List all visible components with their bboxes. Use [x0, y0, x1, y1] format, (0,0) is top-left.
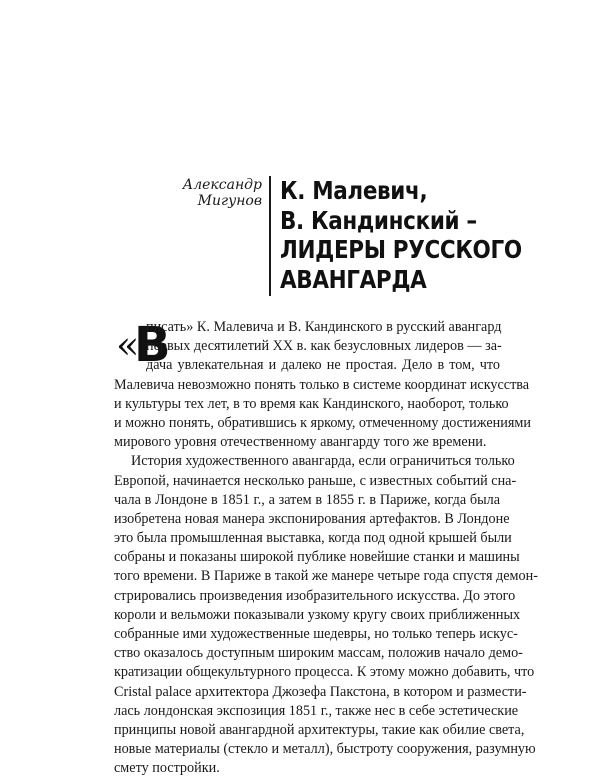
paragraph-2 — [114, 452, 538, 778]
text-line: лась лондонская экспозиция 1851 г., также нес в себе эстетические — [114, 702, 519, 719]
drop-cap-letter: В — [134, 317, 171, 373]
title-divider — [269, 176, 271, 296]
text-line: это была промышленная выставка, когда под одной крышей были — [114, 530, 512, 547]
author-first-name: Александр — [182, 177, 262, 193]
text-line: собранные ими художественные шедевры, но только теперь искус- — [114, 626, 518, 642]
text-line: изобретена новая манера экспонирования артефактов. В Лондоне — [114, 510, 510, 527]
drop-cap-quote: « — [116, 323, 140, 367]
article-body — [114, 318, 538, 779]
text-line: чала в Лондоне в 1851 г., а затем в 1855 г. в Париже, когда была — [114, 491, 500, 508]
paragraph-1 — [114, 318, 531, 452]
text-line: первых десятилетий XX в. как безусловных лидеров — за- — [146, 338, 502, 355]
author-name — [183, 177, 262, 209]
text-line: Европой, начинается несколько раньше, с известных событий сна- — [114, 472, 517, 489]
text-line: новые материалы (стекло и металл), быстроту сооружения, разумную — [114, 741, 536, 758]
text-line: короли и вельможи показывали узкому кругу своих приближенных — [114, 606, 521, 623]
text-line: Малевича невозможно понять только в системе координат искусства — [114, 376, 530, 393]
author-last-name: Мигунов — [197, 193, 262, 209]
title-line: В. Кандинский – — [280, 205, 477, 235]
article-title — [280, 176, 522, 294]
text-line: и культуры тех лет, в то время как Кандинского, наоборот, только — [114, 395, 509, 412]
text-line: стрировались произведения изобразительного искусства. До этого — [114, 587, 516, 604]
text-line: смету постройки. — [114, 760, 220, 777]
text-line: и можно понять, обратившись к яркому, отмеченному достижениями — [114, 414, 531, 431]
title-line: ЛИДЕРЫ РУССКОГО — [280, 235, 522, 264]
text-line: дача увлекательная и далеко не простая. Дело в том, что — [146, 357, 500, 374]
text-line: мирового уровня отечественному авангарду того же времени. — [114, 434, 487, 451]
text-line: принципы новой авангардной архитектуры, такие как обилие света, — [114, 721, 525, 738]
text-line: того времени. В Париже в такой же манере четыре года спустя демон- — [114, 568, 538, 585]
text-line: кратизации общекультурного процесса. К этому можно добавить, что — [114, 664, 535, 681]
text-line: Cristal palace архитектора Джозефа Пакстона, в котором и размести- — [114, 683, 527, 700]
text-line: писать» К. Малевича и В. Кандинского в русский авангард — [146, 319, 502, 335]
text-line: История художественного авангарда, если ограничиться только — [131, 453, 515, 470]
title-line: АВАНГАРДА — [280, 264, 427, 294]
title-line: К. Малевич, — [280, 176, 428, 205]
text-line: ство оказалось доступным широким массам, положив начало демо- — [114, 645, 523, 662]
text-line: собраны и показаны широкой публике новейшие станки и машины — [114, 549, 520, 566]
